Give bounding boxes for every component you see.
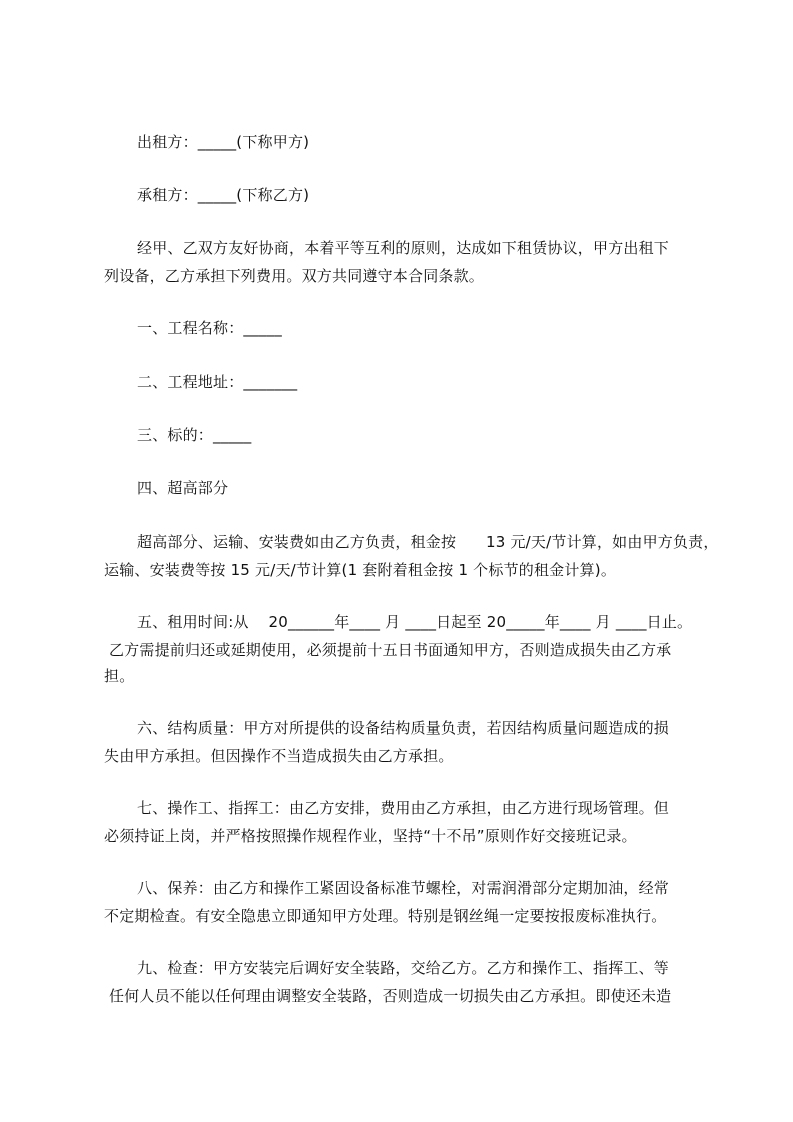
section-over-height-title: 四、超高部分 — [137, 479, 229, 497]
lessor-line: 出租方：_____(下称甲方) — [137, 133, 310, 151]
section-over-height-line-2: 运输、安装费等按 15 元/天/节计算(1 套附着租金按 1 个标节的租金计算)。 — [104, 561, 617, 579]
section-over-height-line-1: 超高部分、运输、安装费如由乙方负责，租金按 13 元/天/节计算，如由甲方负责， — [137, 533, 719, 551]
section-maintenance-line-2: 不定期检查。有安全隐患立即通知甲方处理。特别是钢丝绳一定要按报废标准执行。 — [104, 907, 667, 925]
section-rental-time-line-2: 乙方需提前归还或延期使用，必须提前十五日书面通知甲方，否则造成损失由乙方承 — [104, 641, 672, 659]
section-operators-line-2: 必须持证上岗，并严格按照操作规程作业，坚持“十不吊”原则作好交接班记录。 — [104, 827, 637, 845]
section-structure-quality-line-1: 六、结构质量：甲方对所提供的设备结构质量负责，若因结构质量问题造成的损 — [137, 719, 670, 737]
section-maintenance-line-1: 八、保养：由乙方和操作工紧固设备标准节螺栓，对需润滑部分定期加油，经常 — [137, 879, 670, 897]
intro-paragraph-line-1: 经甲、乙双方友好协商，本着平等互利的原则，达成如下租赁协议，甲方出租下 — [137, 239, 670, 257]
section-subject: 三、标的：_____ — [137, 426, 252, 444]
section-inspection-line-1: 九、检查：甲方安装完后调好安全装路，交给乙方。乙方和操作工、指挥工、等 — [137, 959, 670, 977]
section-operators-line-1: 七、操作工、指挥工：由乙方安排，费用由乙方承担，由乙方进行现场管理。但 — [137, 799, 670, 817]
section-rental-time-line-1: 五、租用时间:从 20______年____ 月 ____日起至 20_____年____ 月 ____日止。 — [137, 613, 693, 631]
intro-paragraph-line-2: 列设备，乙方承担下列费用。双方共同遵守本合同条款。 — [104, 267, 485, 285]
section-structure-quality-line-2: 失由甲方承担。但因操作不当造成损失由乙方承担。 — [104, 747, 454, 765]
section-rental-time-line-3: 担。 — [104, 667, 135, 685]
section-inspection-line-2: 任何人员不能以任何理由调整安全装路，否则造成一切损失由乙方承担。即使还未造 — [104, 987, 672, 1005]
section-project-address: 二、工程地址：_______ — [137, 373, 298, 391]
lessee-line: 承租方：_____(下称乙方) — [137, 186, 310, 204]
section-project-name: 一、工程名称：_____ — [137, 319, 282, 337]
